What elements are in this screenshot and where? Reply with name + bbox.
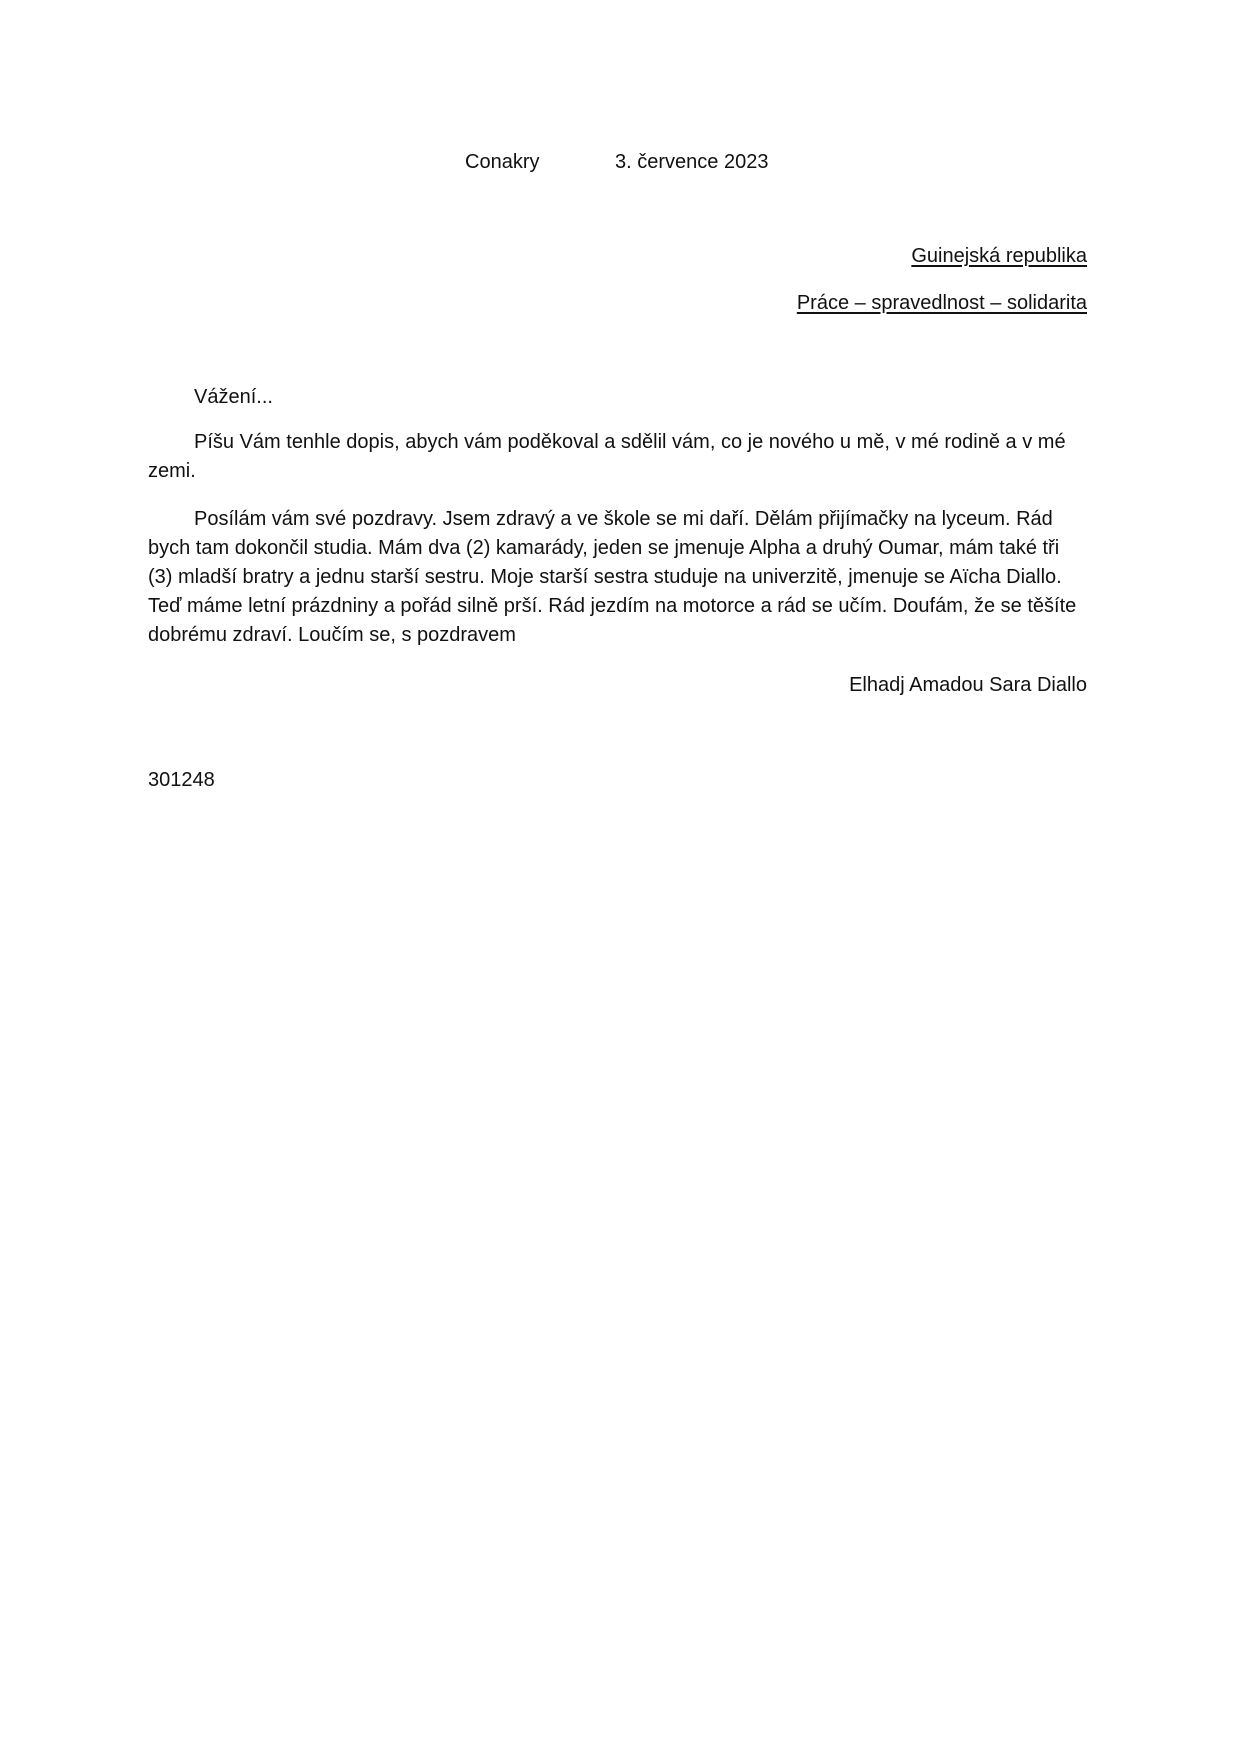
letter-date: 3. července 2023 [615, 151, 769, 173]
letter-paragraph-1: Píšu Vám tenhle dopis, abych vám poděkoval a sdělil vám, co je nového u mě, v mé rodině a v mé zemi. [148, 431, 1066, 482]
letter-signature: Elhadj Amadou Sara Diallo [849, 674, 1087, 696]
letter-paragraph-2: Posílám vám své pozdravy. Jsem zdravý a ve škole se mi daří. Dělám přijímačky na lyceum. Rád bych tam dokončil studia. Mám dva (2) kamarády, jeden se jmenuje Alpha a druhý Oumar, mám také tři (3) mladší bratry a jednu starší sestru. Moje starší sestra studuje na univerzitě, jmenuje se Aïcha Diallo. Teď máme letní prázdniny a pořád silně prší. Rád jezdím na motorce a rád se učím. Doufám, že se těšíte dobrému zdraví. Loučím se, s pozdravem [148, 508, 1077, 646]
letter-place: Conakry [465, 151, 540, 173]
national-motto: Práce – spravedlnost – solidarita [796, 292, 1087, 314]
letter-greeting: Vážení... [194, 386, 273, 408]
place-and-date [465, 150, 768, 174]
country-heading: Guinejská republika [911, 245, 1087, 267]
reference-number: 301248 [148, 769, 215, 791]
